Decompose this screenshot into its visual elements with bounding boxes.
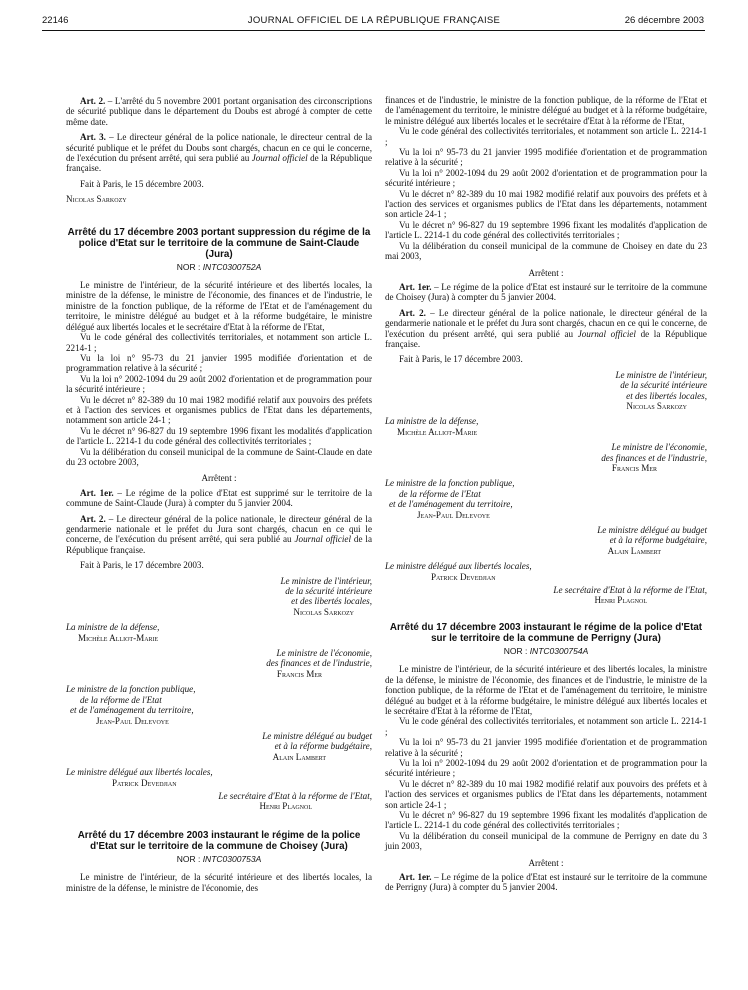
signature-title: Le ministre délégué aux libertés locales, <box>66 767 213 778</box>
signature-name: Alain Lambert <box>272 751 326 762</box>
visa-paragraph: Vu le décret n° 96-827 du 19 septembre 1996 fixant les modalités d'application de l'article L. 2214-1 du code général des collectivités territoriales ; <box>385 219 707 241</box>
article-paragraph: Art. 2. – L'arrêté du 5 novembre 2001 portant organisation des circonscriptions de sécurité publique dans le département du Doubs est abrogé à compter de cette même date. <box>66 96 373 127</box>
article-paragraph: Art. 2. – Le directeur général de la police nationale, le directeur général de la gendarmerie nationale et le préfet du Jura sont chargés, chacun en ce qui le concerne, de l'exécution du présent arrêté, qui sera publié au Journal officiel de la République française. <box>66 513 372 555</box>
signature-title: Le secrétaire d'Etat à la réforme de l'Etat, <box>218 790 372 801</box>
visa-paragraph: Vu la loi n° 2002-1094 du 29 août 2002 d'orientation et de programmation pour la sécurité intérieure ; <box>66 373 372 395</box>
signature-title: et de l'aménagement du territoire, <box>70 705 194 716</box>
journal-title: JOURNAL OFFICIEL DE LA RÉPUBLIQUE FRANÇAISE <box>247 15 501 26</box>
nor-reference: NOR : INTC0300752A <box>176 261 262 272</box>
signature-title: et à la réforme budgétaire, <box>274 741 372 752</box>
signature-title: Le ministre délégué au budget <box>597 525 707 536</box>
visa-paragraph: Vu le décret n° 82-389 du 10 mai 1982 modifié relatif aux pouvoirs des préfets et à l'action des services et organismes publics de l'Etat dans les départements, notamment son article 24-1 ; <box>66 394 372 426</box>
signature-title: Le ministre de la fonction publique, <box>385 478 515 489</box>
signature-name: Henri Plagnol <box>259 801 312 812</box>
article-paragraph: Art. 2. – Le directeur général de la police nationale, le directeur général de la gendarmerie nationale et le préfet du Jura sont chargés, chacun en ce qui le concerne, de l'exécution du présent arrêté, qui sera publié au Journal officiel de la République française. <box>385 307 708 349</box>
visa-paragraph: Vu la délibération du conseil municipal de la commune de Perrigny en date du 3 juin 2003, <box>385 830 707 852</box>
signature-name: Francis Mer <box>276 668 322 679</box>
fait-a-paris: Fait à Paris, le 17 décembre 2003. <box>80 560 204 571</box>
arretent-heading: Arrêtent : <box>528 857 564 868</box>
nor-reference: NOR : INTC0300753A <box>176 853 262 864</box>
decree-title: Arrêté du 17 décembre 2003 instaurant le régime de la police d'Etat sur le territoire de la commune de Perrigny (Jura) <box>389 621 703 644</box>
decree-title: Arrêté du 17 décembre 2003 instaurant le régime de la police d'Etat sur le territoire de la commune de Choisey (Jura) <box>77 829 361 852</box>
signature-title: et des libertés locales, <box>291 596 372 607</box>
signature-name: Patrick Devedjian <box>431 571 496 582</box>
visa-paragraph: Vu le code général des collectivités territoriales, et notamment son article L. 2214-1 ; <box>385 716 707 737</box>
signature-title: et des libertés locales, <box>626 390 707 401</box>
visa-paragraph: Vu le code général des collectivités territoriales, et notamment son article L. 2214-1 ; <box>385 126 707 147</box>
signature-title: La ministre de la défense, <box>385 416 479 427</box>
visa-paragraph: Vu la loi n° 95-73 du 21 janvier 1995 modifiée d'orientation et de programmation relative à la sécurité ; <box>385 737 707 758</box>
page-number: 22146 <box>42 15 69 26</box>
signature-name: Michèle Alliot-Marie <box>78 632 159 643</box>
visa-paragraph: Vu la délibération du conseil municipal de la commune de Choisey en date du 23 mai 2003, <box>385 240 707 262</box>
visa-paragraph: Vu la loi n° 2002-1094 du 29 août 2002 d'orientation et de programmation pour la sécurité intérieure ; <box>385 167 707 189</box>
visa-paragraph: Vu le décret n° 96-827 du 19 septembre 1996 fixant les modalités d'application de l'article L. 2214-1 du code général des collectivités territoriales ; <box>66 425 372 447</box>
article-paragraph: Art. 1er. – Le régime de la police d'Etat est instauré sur le territoire de la commune de Choisey (Jura) à compter du 5 janvier 2004. <box>385 281 707 303</box>
signature-title: de la sécurité intérieure <box>620 380 707 391</box>
visa-paragraph: Vu la loi n° 2002-1094 du 29 août 2002 d'orientation et de programmation pour la sécurité intérieure ; <box>385 757 707 779</box>
article-paragraph: Art. 1er. – Le régime de la police d'Etat est instauré sur le territoire de la commune de Perrigny (Jura) à compter du 5 janvier 2004. <box>385 872 707 893</box>
signature-name: Nicolas Sarkozy <box>293 606 354 617</box>
signature-title: de la sécurité intérieure <box>285 586 372 597</box>
article-paragraph: Art. 3. – Le directeur général de la police nationale, le directeur central de la sécurité publique et le préfet du Doubs sont chargés, chacun en ce qui le concerne, de l'exécution du présent arrêté, qui sera publié au Journal officiel de la République française. <box>66 132 373 174</box>
signature-title: Le ministre de la fonction publique, <box>66 684 196 695</box>
signature-title: Le ministre délégué au budget <box>262 730 372 741</box>
signature-name: Patrick Devedjian <box>112 777 177 788</box>
signature-name: Jean-Paul Delevoye <box>96 715 169 726</box>
signature-title: Le ministre délégué aux libertés locales, <box>385 561 532 572</box>
visa-paragraph: Vu la loi n° 95-73 du 21 janvier 1995 modifiée d'orientation et de programmation relative à la sécurité ; <box>385 147 707 168</box>
preamble-continuation: finances et de l'industrie, le ministre de la fonction publique, de la réforme de l'Etat et de l'aménagement du territoire, le ministre délégué au budget et à la réforme budgétaire, le ministre délégué aux libertés locales et le secrétaire d'Etat à la réforme de l'Etat, <box>385 95 707 126</box>
signature-name: Nicolas Sarkozy <box>66 194 127 205</box>
signature-title: des finances et de l'industrie, <box>601 452 707 463</box>
issue-date: 26 décembre 2003 <box>624 15 704 26</box>
signature-title: Le ministre de l'intérieur, <box>615 369 707 380</box>
signature-title: des finances et de l'industrie, <box>266 658 372 669</box>
signature-title: Le ministre de l'économie, <box>611 442 707 453</box>
visa-paragraph: Vu la loi n° 95-73 du 21 janvier 1995 modifiée d'orientation et de programmation relative à la sécurité ; <box>66 352 372 374</box>
signature-name: Francis Mer <box>611 463 657 473</box>
preamble-paragraph: Le ministre de l'intérieur, de la sécurité intérieure et des libertés locales, la ministre de la défense, le ministre de l'économie, des <box>66 872 372 893</box>
signature-title: de la réforme de l'Etat <box>80 694 162 705</box>
signature-title: La ministre de la défense, <box>66 622 160 633</box>
preamble-paragraph: Le ministre de l'intérieur, de la sécurité intérieure et des libertés locales, la ministre de la défense, le ministre de l'économie, des finances et de l'industrie, le ministre de la fonction publique, de la réforme de l'Etat et de l'aménagement du territoire, le ministre délégué au budget et à la réforme budgétaire, le ministre délégué aux libertés locales et le secrétaire d'Etat à la réforme de l'Etat, <box>66 280 372 332</box>
arretent-heading: Arrêtent : <box>528 267 564 278</box>
signature-name: Alain Lambert <box>607 545 661 556</box>
signature-name: Jean-Paul Delevoye <box>417 509 490 520</box>
arretent-heading: Arrêtent : <box>201 473 237 484</box>
decree-title: Arrêté du 17 décembre 2003 portant suppression du régime de la police d'Etat sur le territoire de la commune de Saint-Claude (Jura) <box>67 226 371 260</box>
fait-a-paris: Fait à Paris, le 17 décembre 2003. <box>399 354 523 365</box>
visa-paragraph: Vu le code général des collectivités territoriales, et notamment son article L. 2214-1 ; <box>66 332 372 353</box>
visa-paragraph: Vu le décret n° 96-827 du 19 septembre 1996 fixant les modalités d'application de l'article L. 2214-1 du code général des collectivités territoriales ; <box>385 809 707 831</box>
article-paragraph: Art. 1er. – Le régime de la police d'Etat est supprimé sur le territoire de la commune de Saint-Claude (Jura) à compter du 5 janvier 2004. <box>66 487 372 509</box>
signature-name: Henri Plagnol <box>594 595 647 606</box>
signature-title: Le ministre de l'économie, <box>276 648 372 659</box>
signature-name: Michèle Alliot-Marie <box>397 426 478 437</box>
visa-paragraph: Vu le décret n° 82-389 du 10 mai 1982 modifié relatif aux pouvoirs des préfets et à l'action des services et organismes publics de l'Etat dans les départements, notamment son article 24-1 ; <box>385 188 707 220</box>
signature-title: Le ministre de l'intérieur, <box>280 575 372 586</box>
visa-paragraph: Vu le décret n° 82-389 du 10 mai 1982 modifié relatif aux pouvoirs des préfets et à l'action des services et organismes publics de l'Etat dans les départements, notamment son article 24-1 ; <box>385 778 707 810</box>
signature-title: Le secrétaire d'Etat à la réforme de l'Etat, <box>553 585 707 596</box>
right-column <box>385 95 707 893</box>
page-header <box>0 15 748 29</box>
left-column <box>66 96 372 893</box>
signature-title: de la réforme de l'Etat <box>399 488 481 499</box>
fait-a-paris: Fait à Paris, le 15 décembre 2003. <box>80 178 204 189</box>
preamble-paragraph: Le ministre de l'intérieur, de la sécurité intérieure et des libertés locales, la ministre de la défense, le ministre de l'économie, des finances et de l'industrie, le ministre de la fonction publique, de la réforme de l'Etat et de l'aménagement du territoire, le ministre délégué au budget et à la réforme budgétaire, le ministre délégué aux libertés locales et le secrétaire d'Etat à la réforme de l'Etat, <box>385 664 707 716</box>
signature-name: Nicolas Sarkozy <box>626 400 687 411</box>
nor-reference: NOR : INTC0300754A <box>503 645 589 656</box>
header-rule <box>42 30 705 31</box>
visa-paragraph: Vu la délibération du conseil municipal de la commune de Saint-Claude en date du 23 octobre 2003, <box>66 446 372 467</box>
signature-title: et de l'aménagement du territoire, <box>389 499 513 510</box>
signature-title: et à la réforme budgétaire, <box>609 535 707 546</box>
